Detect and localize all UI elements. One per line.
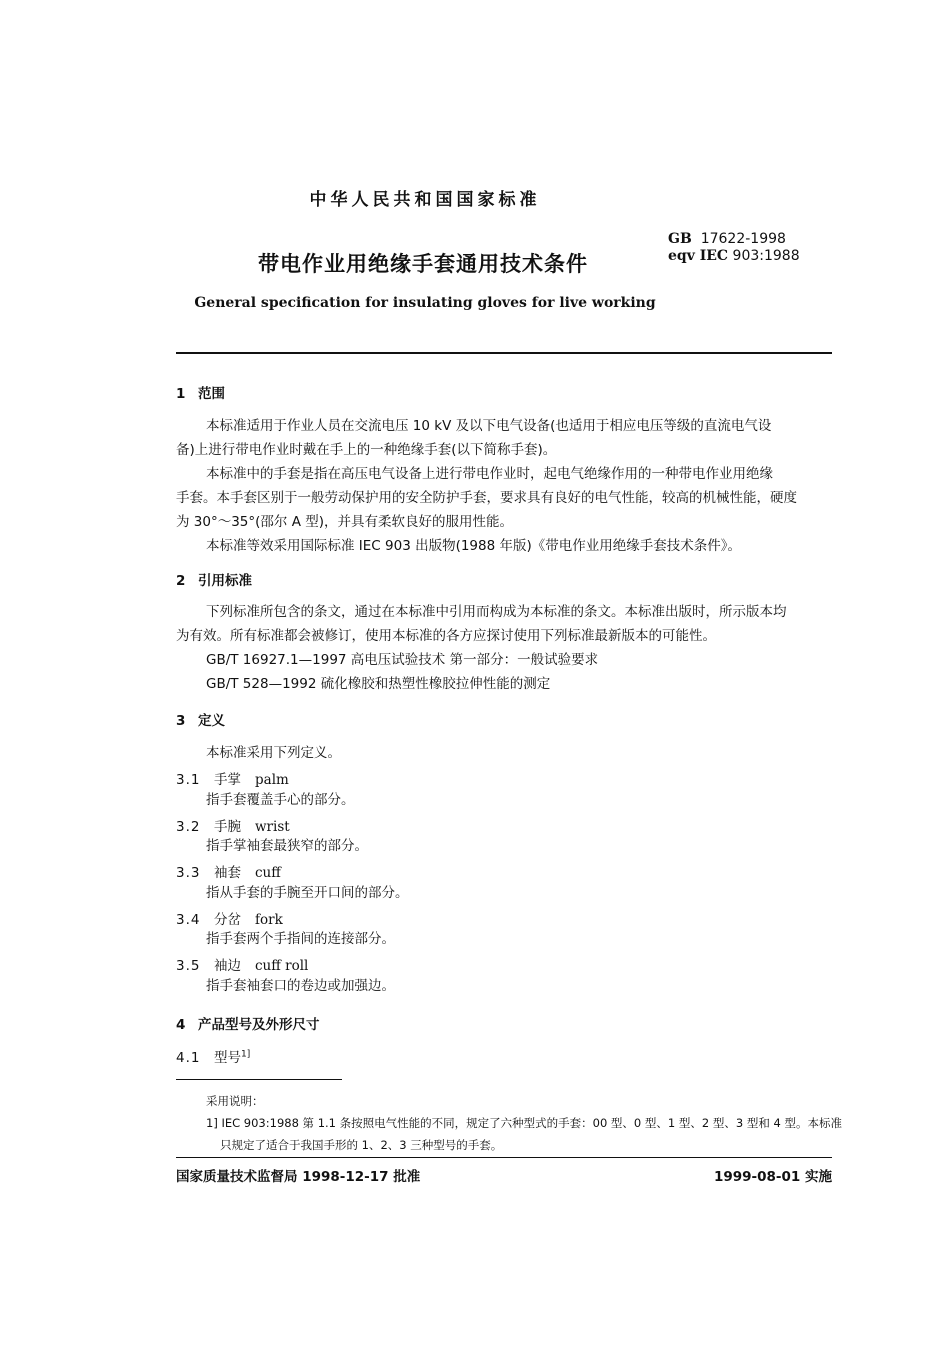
gb-code: [668, 231, 800, 248]
definition-term-zh: 袖套: [214, 865, 241, 881]
section-2-heading: [176, 569, 252, 589]
paragraph-line: 本标准适用于作业人员在交流电压 10 kV 及以下电气设备(也适用于相应电压等级的直流电气设: [206, 418, 772, 434]
subsection-number: 4.1: [176, 1050, 201, 1066]
definition-term-zh: 手掌: [214, 772, 241, 788]
definition-number: 3.2: [176, 819, 201, 835]
definition-text: 指手套覆盖手心的部分。: [206, 792, 355, 808]
standard-number-block: [668, 231, 800, 265]
definition-text: 指手套两个手指间的连接部分。: [206, 931, 395, 947]
section-number: 2: [176, 573, 186, 589]
section-number: 3: [176, 713, 186, 729]
paragraph-line: 为有效。所有标准都会被修订，使用本标准的各方应探讨使用下列标准最新版本的可能性。: [176, 628, 716, 644]
effective-date: 1999-08-01 实施: [713, 1169, 832, 1185]
definition-text: 指手掌袖套最狭窄的部分。: [206, 838, 368, 854]
definitions-intro: 本标准采用下列定义。: [206, 745, 341, 761]
footnote-line: 只规定了适合于我国手形的 1、2、3 三种型号的手套。: [220, 1138, 503, 1152]
subsection-4-1-heading: [176, 1046, 250, 1066]
footnote-line: 1] IEC 903:1988 第 1.1 条按照电气性能的不同，规定了六种型式的手套：00 型、0 型、1 型、2 型、3 型和 4 型。本标准: [206, 1116, 842, 1130]
paragraph-line: 手套。本手套区别于一般劳动保护用的安全防护手套，要求具有良好的电气性能，较高的机械性能，硬度: [176, 490, 797, 506]
reference-standard-2: GB/T 528—1992 硫化橡胶和热塑性橡胶拉伸性能的测定: [206, 676, 551, 692]
paragraph-line: 下列标准所包含的条文，通过在本标准中引用而构成为本标准的条文。本标准出版时，所示版本均: [206, 604, 787, 620]
section-number: 4: [176, 1017, 186, 1033]
approval-date: 国家质量技术监督局 1998-12-17 批准: [176, 1169, 421, 1185]
definition-number: 3.4: [176, 912, 201, 928]
definition-term-en: cuff roll: [255, 958, 309, 974]
section-1-heading: [176, 382, 225, 402]
footnote-label: 采用说明：: [206, 1094, 264, 1108]
footnote-marker: 1]: [241, 1049, 251, 1060]
eqv-code-value: 903:1988: [732, 248, 800, 264]
definition-number: 3.5: [176, 958, 201, 974]
section-title: 产品型号及外形尺寸: [198, 1017, 320, 1033]
definition-text: 指从手套的手腕至开口间的部分。: [206, 885, 409, 901]
footnote-divider: [176, 1079, 342, 1080]
national-standard-heading: 中华人民共和国国家标准: [309, 190, 541, 210]
reference-standard-1: GB/T 16927.1—1997 高电压试验技术 第一部分：一般试验要求: [206, 652, 599, 668]
eqv-code: [668, 248, 800, 265]
paragraph-line: 为 30°～35°(邵尔 A 型)，并具有柔软良好的服用性能。: [176, 514, 513, 530]
standard-title: 带电作业用绝缘手套通用技术条件: [258, 252, 588, 276]
section-number: 1: [176, 386, 186, 402]
section-4-heading: [176, 1013, 320, 1033]
subsection-title: 型号: [214, 1050, 241, 1066]
gb-code-label: GB: [668, 231, 692, 247]
paragraph-line: 本标准中的手套是指在高压电气设备上进行带电作业时，起电气绝缘作用的一种带电作业用绝缘: [206, 466, 773, 482]
paragraph-line: 本标准等效采用国际标准 IEC 903 出版物(1988 年版)《带电作业用绝缘手套技术条件》。: [206, 538, 742, 554]
definition-term-en: palm: [255, 772, 289, 788]
definition-number: 3.1: [176, 772, 201, 788]
definition-term-en: fork: [255, 912, 283, 928]
section-title: 引用标准: [198, 573, 252, 589]
footer-divider: [176, 1157, 832, 1158]
definition-term: [176, 954, 308, 974]
section-title: 范围: [198, 386, 225, 402]
definition-term-en: wrist: [255, 819, 290, 835]
definition-term: [176, 768, 289, 788]
definition-term: [176, 908, 283, 928]
definition-term-en: cuff: [255, 865, 281, 881]
definition-term: [176, 861, 281, 881]
section-3-heading: [176, 709, 225, 729]
definition-term-zh: 袖边: [214, 958, 241, 974]
standard-title-english: General specification for insulating gloves for live working: [194, 295, 656, 311]
definition-term-zh: 手腕: [214, 819, 241, 835]
definition-term-zh: 分岔: [214, 912, 241, 928]
eqv-code-label: eqv IEC: [668, 248, 729, 264]
header-divider: [176, 352, 832, 354]
gb-code-value: 17622-1998: [700, 231, 786, 247]
paragraph-line: 备)上进行带电作业时戴在手上的一种绝缘手套(以下简称手套)。: [176, 442, 557, 458]
definition-term: [176, 815, 290, 835]
definition-number: 3.3: [176, 865, 201, 881]
definition-text: 指手套袖套口的卷边或加强边。: [206, 978, 395, 994]
section-title: 定义: [198, 713, 225, 729]
